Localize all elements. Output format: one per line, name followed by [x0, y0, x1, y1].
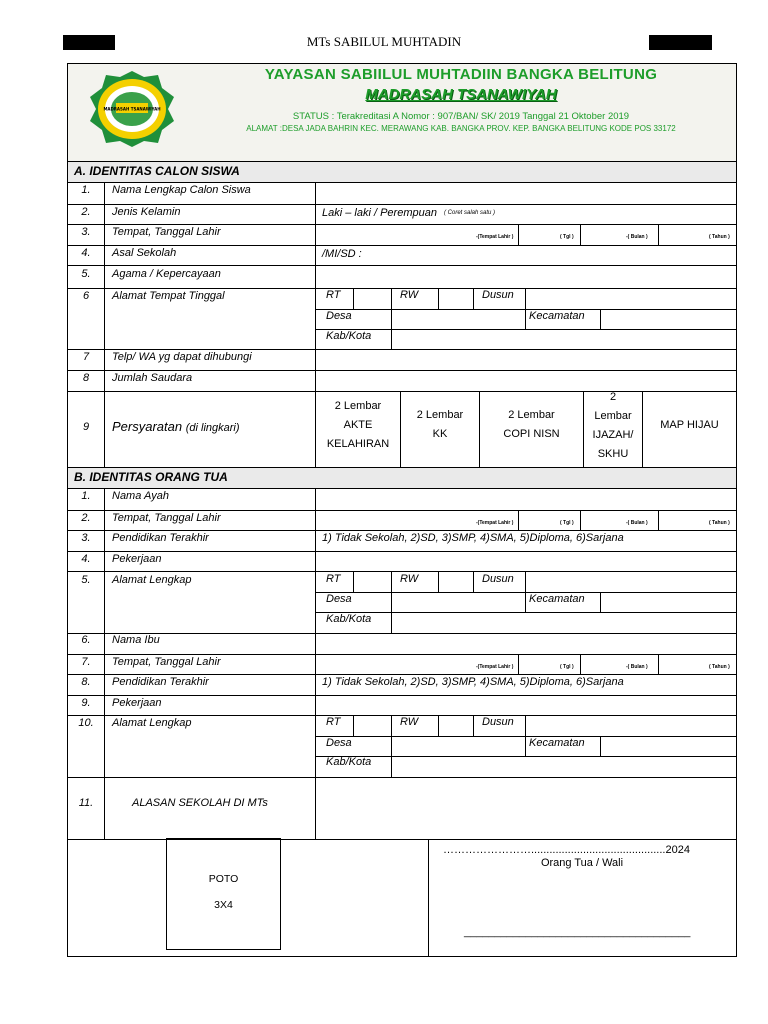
b6-label: Nama Ibu — [112, 634, 160, 646]
b7-month-label: -( Bulan ) — [626, 664, 648, 670]
signature-line: _____________________________________ — [464, 926, 691, 938]
req-nisn: 2 Lembar COPI NISN — [503, 409, 560, 440]
b2-label: Tempat, Tanggal Lahir — [112, 512, 221, 524]
section-a-header: A. IDENTITAS CALON SISWA — [68, 162, 736, 182]
b10-rw: RW — [400, 716, 419, 728]
b5-desa: Desa — [326, 593, 352, 605]
a4-label: Asal Sekolah — [112, 247, 177, 259]
b7-day-label: ( Tgl ) — [560, 664, 574, 670]
b2-month-label: -( Bulan ) — [626, 520, 648, 526]
date-line: ……………………............................................2024 — [443, 844, 690, 856]
a6-desa: Desa — [326, 310, 352, 322]
a7-number: 7 — [82, 351, 90, 363]
a3-year-label: ( Tahun ) — [709, 234, 730, 240]
document-title: MTs SABILUL MUHTADIN — [306, 34, 462, 49]
b5-kecamatan: Kecamatan — [529, 593, 585, 605]
b10-number: 10. — [78, 717, 94, 729]
req-kk: 2 Lembar KK — [416, 409, 464, 440]
b7-number: 7. — [81, 656, 91, 668]
school-name: MADRASAH TSANAWIYAH — [365, 86, 557, 103]
photo-size: 3X4 — [214, 899, 233, 911]
a8-label: Jumlah Saudara — [112, 372, 193, 384]
b4-number: 4. — [81, 553, 91, 565]
foundation-name: YAYASAN SABIILUL MUHTADIIN BANGKA BELITUNG — [264, 66, 658, 83]
b5-rw: RW — [400, 573, 419, 585]
b5-rt: RT — [326, 573, 341, 585]
a5-number: 5. — [81, 268, 91, 280]
b11-number: 11. — [78, 797, 94, 809]
b5-label: Alamat Lengkap — [112, 574, 192, 586]
b8-education: 1) Tidak Sekolah, 2)SD, 3)SMP, 4)SMA, 5)Diploma, 6)Sarjana — [322, 676, 624, 688]
b10-rt: RT — [326, 716, 341, 728]
b3-label: Pendidikan Terakhir — [112, 532, 209, 544]
school-logo-icon — [86, 69, 178, 149]
b9-number: 9. — [81, 697, 91, 709]
gender-note: ( Coret salah satu ) — [444, 210, 496, 216]
b2-year-label: ( Tahun ) — [709, 520, 730, 526]
school-prefix: /MI/SD : — [322, 248, 362, 260]
letterhead — [68, 64, 736, 162]
b5-kab: Kab/Kota — [326, 613, 372, 625]
b5-number: 5. — [81, 574, 91, 586]
b3-education: 1) Tidak Sekolah, 2)SD, 3)SMP, 4)SMA, 5)Diploma, 6)Sarjana — [322, 532, 624, 544]
b7-year-label: ( Tahun ) — [709, 664, 730, 670]
gender-options: Laki – laki / Perempuan — [322, 207, 437, 219]
a8-number: 8 — [82, 372, 90, 384]
b3-number: 3. — [81, 532, 91, 544]
school-address: ALAMAT :DESA JADA BAHRIN KEC. MERAWANG KAB. BANGKA PROV. KEP. BANGKA BELITUNG KODE POS 33172 — [246, 124, 676, 133]
a1-label: Nama Lengkap Calon Siswa — [112, 184, 251, 196]
a7-label: Telp/ WA yg dapat dihubungi — [112, 351, 252, 363]
photo-label: POTO — [208, 873, 239, 885]
accreditation-status: STATUS : Terakreditasi A Nomor : 907/BAN/ SK/ 2019 Tanggal 21 Oktober 2019 — [292, 111, 630, 122]
signer-label: Orang Tua / Wali — [540, 857, 624, 869]
a6-kab: Kab/Kota — [326, 330, 372, 342]
a3-month-label: -( Bulan ) — [626, 234, 648, 240]
b1-label: Nama Ayah — [112, 490, 169, 502]
a6-dusun: Dusun — [482, 289, 514, 301]
a9-number: 9 — [82, 421, 90, 433]
b8-label: Pendidikan Terakhir — [112, 676, 209, 688]
b10-kab: Kab/Kota — [326, 756, 372, 768]
a9-label: Persyaratan (di lingkari) — [112, 419, 240, 434]
a6-kecamatan: Kecamatan — [529, 310, 585, 322]
a6-label: Alamat Tempat Tinggal — [112, 290, 225, 302]
req-ijazah: 2 Lembar IJAZAH/ SKHU — [592, 391, 634, 460]
a3-day-label: ( Tgl ) — [560, 234, 574, 240]
b10-kecamatan: Kecamatan — [529, 737, 585, 749]
a3-number: 3. — [81, 226, 91, 238]
a2-number: 2. — [81, 206, 91, 218]
b2-day-label: ( Tgl ) — [560, 520, 574, 526]
b1-number: 1. — [81, 490, 91, 502]
b2-number: 2. — [81, 512, 91, 524]
a6-number: 6 — [82, 290, 90, 302]
a5-label: Agama / Kepercayaan — [112, 268, 221, 280]
a4-number: 4. — [81, 247, 91, 259]
photo-box — [166, 838, 281, 950]
registration-form — [67, 63, 737, 957]
b2-place-label: -(Tempat Lahir ) — [476, 520, 514, 526]
req-akte: 2 Lembar AKTE KELAHIRAN — [326, 400, 390, 450]
b8-number: 8. — [81, 676, 91, 688]
a1-number: 1. — [81, 184, 91, 196]
b10-desa: Desa — [326, 737, 352, 749]
b6-number: 6. — [81, 634, 91, 646]
section-b-header: B. IDENTITAS ORANG TUA — [68, 468, 736, 488]
logo-text: MADRASAH TSANAWIYAH — [103, 106, 161, 112]
b9-label: Pekerjaan — [112, 697, 162, 709]
b5-dusun: Dusun — [482, 573, 514, 585]
req-map: MAP HIJAU — [660, 419, 719, 431]
a6-rt: RT — [326, 289, 341, 301]
b10-label: Alamat Lengkap — [112, 717, 192, 729]
a3-label: Tempat, Tanggal Lahir — [112, 226, 221, 238]
b7-label: Tempat, Tanggal Lahir — [112, 656, 221, 668]
b7-place-label: -(Tempat Lahir ) — [476, 664, 514, 670]
a6-rw: RW — [400, 289, 419, 301]
a3-place-label: -(Tempat Lahir ) — [476, 234, 514, 240]
b10-dusun: Dusun — [482, 716, 514, 728]
b11-label: ALASAN SEKOLAH DI MTs — [132, 797, 268, 809]
a2-label: Jenis Kelamin — [112, 206, 181, 218]
b4-label: Pekerjaan — [112, 553, 162, 565]
